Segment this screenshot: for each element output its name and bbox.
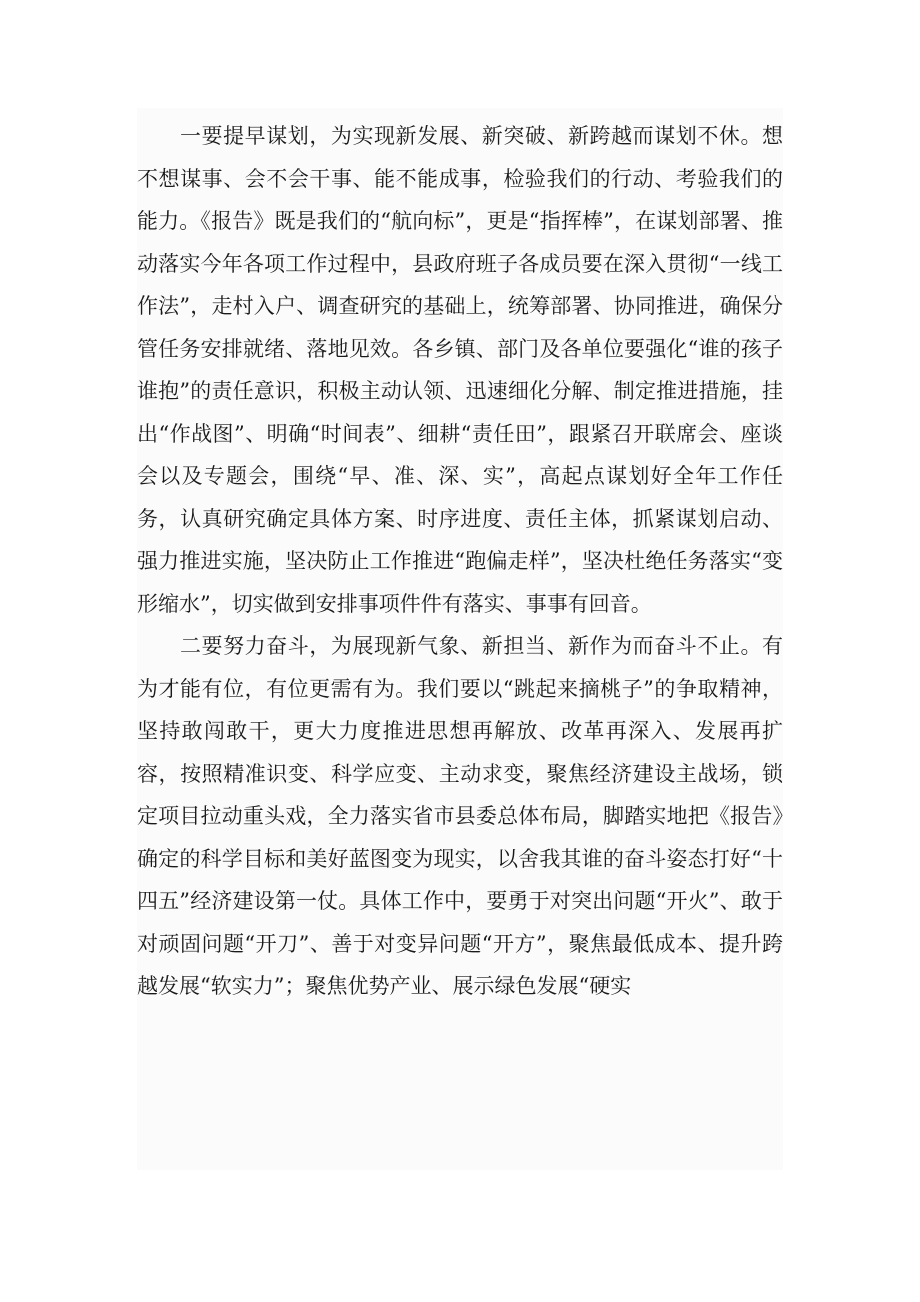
paragraph-2: 二要努力奋斗，为展现新气象、新担当、新作为而奋斗不止。有为才能有位，有位更需有为。我们要以“跳起来摘桃子”的争取精神，坚持敢闯敢干，更大力度推进思想再解放、改革再深入、发展再扩容，按照精准识变、科学应变、主动求变，聚焦经济建设主战场，锁定项目拉动重头戏，全力落实省市县委总体布局，脚踏实地把《报告》确定的科学目标和美好蓝图变为现实，以舍我其谁的奋斗姿态打好“十四五”经济建设第一仗。具体工作中，要勇于对突出问题“开火”、敢于对顽固问题“开刀”、善于对变异问题“开方”，聚焦最低成本、提升跨越发展“软实力”；聚焦优势产业、展示绿色发展“硬实 xyxy=(137,634,783,998)
document-text-block xyxy=(137,108,783,1170)
paragraph-1: 一要提早谋划，为实现新发展、新突破、新跨越而谋划不休。想不想谋事、会不会干事、能不能成事，检验我们的行动、考验我们的能力。《报告》既是我们的“航向标”，更是“指挥棒”，在谋划部署、推动落实今年各项工作过程中，县政府班子各成员要在深入贯彻“一线工作法”，走村入户、调查研究的基础上，统筹部署、协同推进，确保分管任务安排就绪、落地见效。各乡镇、部门及各单位要强化“谁的孩子谁抱”的责任意识，积极主动认领、迅速细化分解、制定推进措施，挂出“作战图”、明确“时间表”、细耕“责任田”，跟紧召开联席会、座谈会以及专题会，围绕“早、准、深、实”，高起点谋划好全年工作任务，认真研究确定具体方案、时序进度、责任主体，抓紧谋划启动、强力推进实施，坚决防止工作推进“跑偏走样”，坚决杜绝任务落实“变形缩水”，切实做到安排事项件件有落实、事事有回音。 xyxy=(137,124,783,616)
